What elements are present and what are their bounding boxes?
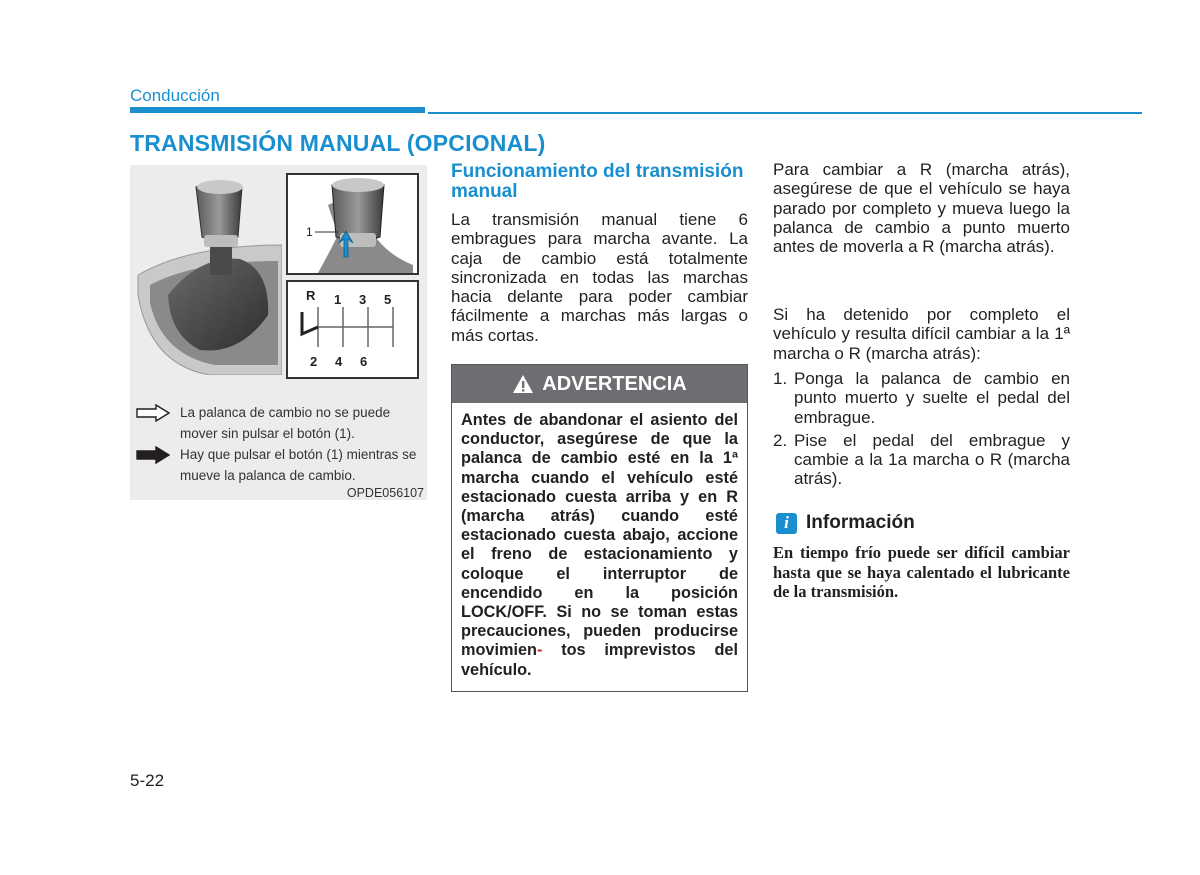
gear-label-4: 4 — [335, 354, 343, 369]
gear-label-6: 6 — [360, 354, 368, 369]
outline-arrow-icon — [136, 404, 170, 422]
step-text: Ponga la palanca de cambio en punto muerto y suelte el pedal del embrague. — [794, 369, 1070, 427]
page-number: 5-22 — [130, 771, 165, 790]
legend-text: La palanca de cambio no se puede mover sin pulsar el botón (1). — [180, 405, 391, 441]
list-item — [773, 369, 1070, 427]
gear-label-2: 2 — [310, 354, 318, 369]
step-number: 2. — [773, 430, 788, 450]
release-button-illustration — [288, 175, 417, 273]
section-label: Conducción — [130, 86, 220, 105]
reverse-paragraph: Para cambiar a R (marcha atrás), asegúrese de que el vehículo se haya parado por completo y mueva luego la palanca de cambio a punto muerto antes de moverla a R (marcha atrás). — [773, 160, 1070, 257]
gear-label-3: 3 — [359, 292, 367, 307]
step-number: 1. — [773, 369, 788, 388]
list-item — [773, 431, 1070, 489]
button-detail-inset — [286, 173, 419, 275]
legend-text: Hay que pulsar el botón (1) mientras se mueve la palanca de cambio. — [180, 447, 417, 483]
gear-shift-figure — [130, 165, 427, 500]
info-icon: i — [776, 513, 797, 534]
callout-number: 1 — [306, 225, 313, 239]
difficulty-paragraph: Si ha detenido por completo el vehículo y resulta difícil cambiar a la 1ª marcha o R (marcha atrás): — [773, 305, 1070, 363]
header-rule-thick — [130, 107, 425, 113]
intro-paragraph: La transmisión manual tiene 6 embragues para marcha avante. La caja de cambio está totalmente sincronizada en todas las marchas hacia delante para poder cambiar fácilmente a marchas más largas o más cortas. — [451, 210, 748, 345]
gear-label-1: 1 — [334, 292, 342, 307]
info-heading — [776, 512, 915, 534]
page-title: TRANSMISIÓN MANUAL (OPCIONAL) — [130, 130, 546, 156]
section-heading: Funcionamiento del transmisión manual — [451, 161, 744, 202]
header-rule-thin — [428, 112, 1142, 114]
info-text: En tiempo frío puede ser difícil cambiar hasta que se haya calentado el lubricante de la transmisión. — [773, 543, 1070, 601]
warning-label: ADVERTENCIA — [542, 372, 687, 395]
shift-pattern-diagram — [288, 282, 417, 377]
warning-text-main: Antes de abandonar el asiento del conductor, asegúrese de que la palanca de cambio esté en la 1ª marcha cuando el vehículo esté estacionado cuesta arriba y en R (marcha atrás) cuando esté estacionado cuesta abajo, accione el freno de estacionamiento y coloque el interruptor de encendido en la posición LOCK/OFF. Si no se toman estas precauciones, pueden producirse movimien — [461, 411, 738, 660]
warning-text — [452, 403, 747, 680]
steps-list — [773, 369, 1070, 489]
gear-label-r: R — [306, 288, 316, 303]
solid-arrow-icon — [136, 446, 170, 464]
warning-hyphen: - — [537, 641, 543, 660]
warning-header — [452, 365, 747, 403]
figure-code: OPDE056107 — [346, 486, 424, 500]
step-text: Pise el pedal del embrague y cambie a la 1a marcha o R (marcha atrás). — [794, 430, 1070, 489]
warning-triangle-icon — [512, 374, 534, 394]
gear-lever-illustration — [130, 165, 282, 375]
warning-box — [451, 364, 748, 692]
info-heading-text: Información — [806, 512, 915, 533]
warning-text-end: tos imprevistos del vehículo. — [461, 641, 738, 679]
shift-pattern-inset — [286, 280, 419, 379]
gear-label-5: 5 — [384, 292, 392, 307]
